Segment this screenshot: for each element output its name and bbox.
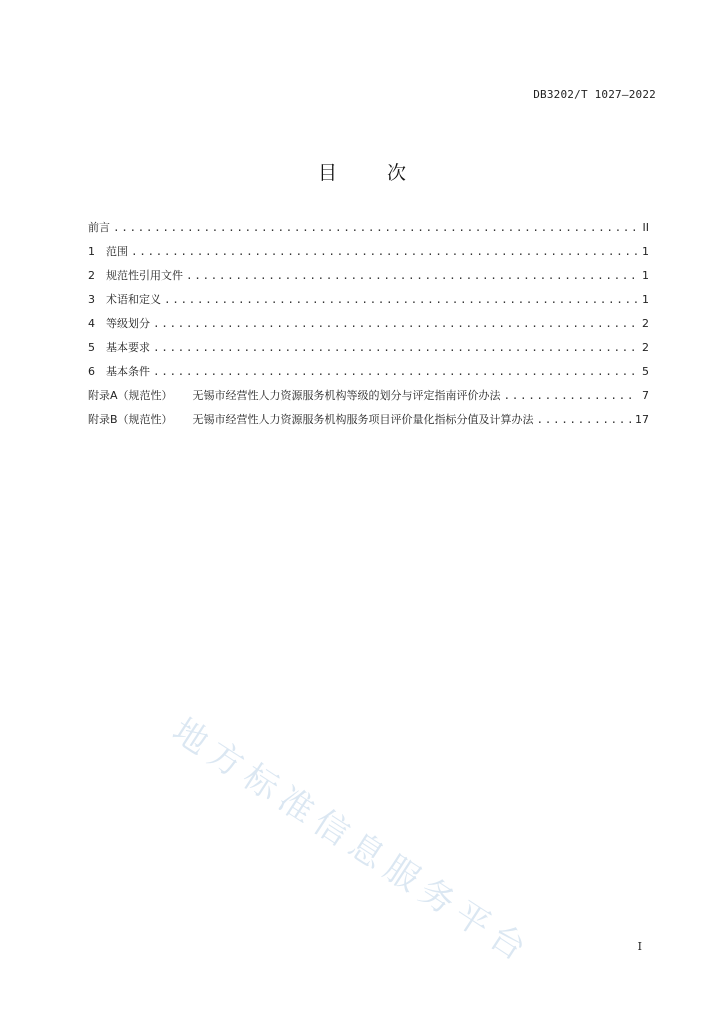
toc-leader-dots (164, 288, 637, 312)
toc-leader-dots (153, 360, 637, 384)
toc-annex-prefix: 附录B（规范性） (88, 413, 173, 426)
table-of-contents (88, 216, 649, 432)
toc-entry-number: 5 (88, 341, 95, 354)
toc-title-char-1: 目 (317, 162, 337, 184)
toc-entry-basic-conditions[interactable] (88, 360, 649, 384)
toc-entry-number: 1 (88, 245, 95, 258)
toc-entry-page: 17 (635, 413, 649, 426)
toc-entry-label: 范围 (106, 245, 128, 258)
toc-entry-number: 6 (88, 365, 95, 378)
toc-title (0, 158, 724, 185)
toc-entry-label: 术语和定义 (106, 293, 161, 306)
toc-entry-number: 2 (88, 269, 95, 282)
toc-entry-page: 5 (642, 365, 649, 378)
toc-entry-terms-definitions[interactable] (88, 288, 649, 312)
toc-entry-scope[interactable] (88, 240, 649, 264)
toc-entry-page: 2 (642, 341, 649, 354)
toc-entry-page: 1 (642, 293, 649, 306)
toc-entry-label (88, 384, 501, 408)
toc-leader-dots (113, 216, 637, 240)
toc-entry-annex-b[interactable] (88, 408, 649, 432)
toc-entry-page: II (642, 221, 649, 234)
toc-annex-title: 无锡市经营性人力资源服务机构服务项目评价量化指标分值及计算办法 (192, 413, 534, 426)
toc-entry-annex-a[interactable] (88, 384, 649, 408)
watermark: 地方标准信息服务平台 (165, 710, 540, 973)
document-code: DB3202/T 1027—2022 (533, 88, 656, 101)
toc-leader-dots (153, 312, 637, 336)
toc-entry-foreword[interactable] (88, 216, 649, 240)
toc-entry-label: 等级划分 (106, 317, 150, 330)
toc-entry-label: 前言 (88, 221, 110, 234)
toc-leader-dots (504, 384, 637, 408)
toc-annex-prefix: 附录A（规范性） (88, 389, 173, 402)
toc-entry-grade-classification[interactable] (88, 312, 649, 336)
toc-entry-page: 2 (642, 317, 649, 330)
toc-annex-title: 无锡市经营性人力资源服务机构等级的划分与评定指南评价办法 (192, 389, 501, 402)
toc-leader-dots (153, 336, 637, 360)
toc-entry-number: 3 (88, 293, 95, 306)
toc-title-char-2: 次 (387, 162, 407, 184)
toc-entry-page: 1 (642, 245, 649, 258)
toc-entry-label: 规范性引用文件 (106, 269, 183, 282)
toc-entry-label: 基本条件 (106, 365, 150, 378)
toc-leader-dots (186, 264, 637, 288)
toc-entry-normative-references[interactable] (88, 264, 649, 288)
toc-entry-number: 4 (88, 317, 95, 330)
toc-entry-page: 1 (642, 269, 649, 282)
toc-entry-page: 7 (642, 389, 649, 402)
toc-entry-label: 基本要求 (106, 341, 150, 354)
toc-entry-basic-requirements[interactable] (88, 336, 649, 360)
page-number: I (637, 940, 642, 953)
toc-entry-label (88, 408, 534, 432)
toc-leader-dots (131, 240, 637, 264)
toc-leader-dots (537, 408, 631, 432)
